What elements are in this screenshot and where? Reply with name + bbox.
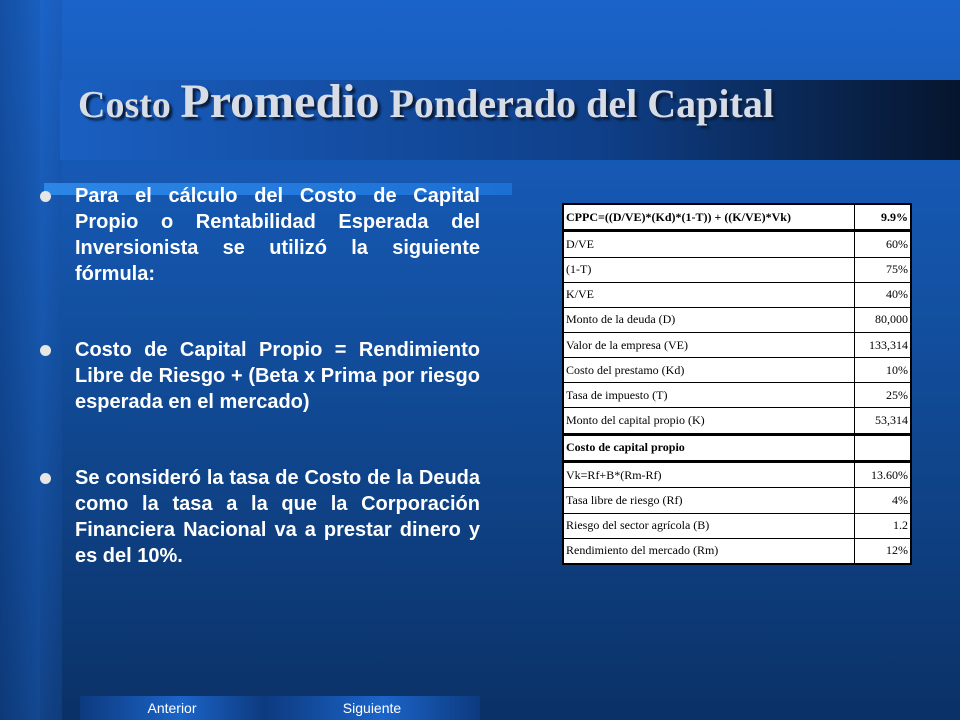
table-row (564, 231, 911, 257)
bullet-item (40, 183, 480, 287)
bullet-text: Se consideró la tasa de Costo de la Deuda como la tasa a la que la Corporación Financiera Nacional va a prestar dinero y es del 10%. (75, 467, 480, 567)
table-row (564, 332, 911, 357)
row-label: Valor de la empresa (VE) (564, 332, 855, 357)
row-value: 40% (855, 282, 911, 307)
row-value: 12% (855, 538, 911, 563)
row-label: Costo de capital propio (564, 434, 855, 461)
bullet-dot-icon (40, 345, 51, 356)
row-label: Monto del capital propio (K) (564, 408, 855, 434)
table-row (564, 538, 911, 563)
row-value (855, 434, 911, 461)
row-label: (1-T) (564, 257, 855, 282)
table-row (564, 488, 911, 513)
row-label: D/VE (564, 231, 855, 257)
bullet-item (40, 465, 480, 569)
row-label: Rendimiento del mercado (Rm) (564, 538, 855, 563)
previous-button[interactable]: Anterior (80, 696, 264, 720)
table-row (564, 383, 911, 408)
row-value: 60% (855, 231, 911, 257)
bullet-dot-icon (40, 473, 51, 484)
row-label: K/VE (564, 282, 855, 307)
table-row (564, 513, 911, 538)
row-value: 9.9% (855, 205, 911, 231)
row-value: 80,000 (855, 307, 911, 332)
bullet-item (40, 337, 480, 415)
row-value: 25% (855, 383, 911, 408)
table-row (564, 408, 911, 434)
next-button[interactable]: Siguiente (264, 696, 480, 720)
table-row (564, 282, 911, 307)
row-label: Tasa libre de riesgo (Rf) (564, 488, 855, 513)
table-row (564, 257, 911, 282)
row-value: 13.60% (855, 462, 911, 488)
row-label: CPPC=((D/VE)*(Kd)*(1-T)) + ((K/VE)*Vk) (564, 205, 855, 231)
title-part-2: Promedio (180, 75, 380, 128)
bullet-text: Costo de Capital Propio = Rendimiento Libre de Riesgo + (Beta x Prima por riesgo esperada en el mercado) (75, 339, 480, 413)
table-row (564, 434, 911, 461)
title-part-3: Ponderado del Capital (379, 81, 774, 126)
slide-title (78, 75, 774, 128)
table-row (564, 358, 911, 383)
row-value: 53,314 (855, 408, 911, 434)
row-value: 4% (855, 488, 911, 513)
row-label: Costo del prestamo (Kd) (564, 358, 855, 383)
table-row (564, 462, 911, 488)
left-decor-stripe (0, 0, 40, 720)
table-row (564, 307, 911, 332)
row-label: Monto de la deuda (D) (564, 307, 855, 332)
row-label: Tasa de impuesto (T) (564, 383, 855, 408)
row-value: 75% (855, 257, 911, 282)
bullet-text: Para el cálculo del Costo de Capital Propio o Rentabilidad Esperada del Inversionista se utilizó la siguiente fórmula: (75, 185, 480, 285)
title-part-1: Costo (78, 84, 181, 126)
cost-table (562, 203, 912, 565)
row-value: 10% (855, 358, 911, 383)
bullet-dot-icon (40, 191, 51, 202)
row-value: 133,314 (855, 332, 911, 357)
row-label: Riesgo del sector agrícola (B) (564, 513, 855, 538)
row-value: 1.2 (855, 513, 911, 538)
row-label: Vk=Rf+B*(Rm-Rf) (564, 462, 855, 488)
bullet-list (40, 183, 480, 619)
table-row (564, 205, 911, 231)
